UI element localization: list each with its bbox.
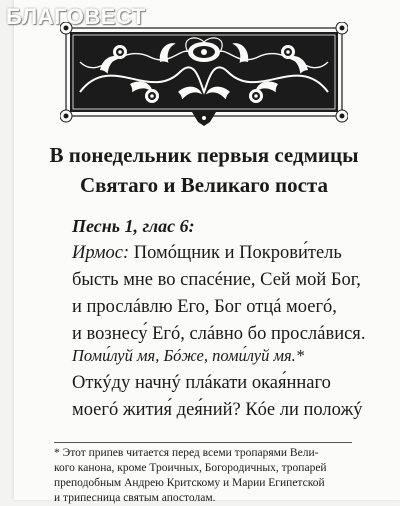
troparion-paragraph: [72, 370, 390, 424]
irmos-paragraph: [72, 240, 390, 348]
hymn-heading: Песнь 1, глас 6:: [72, 216, 195, 236]
irmos-label: Ирмос:: [72, 243, 130, 263]
footnote-line: преподобным Андрею Критскому и Марии Египетской: [54, 477, 325, 489]
title-line: В понедельник первыя седмицы: [49, 143, 359, 167]
footnote-line: * Этот припев читается перед всеми тропарями Вели-: [54, 447, 319, 459]
watermark-logo: БЛАГОВЕСТ: [6, 4, 146, 29]
refrain: Поми́луй мя, Бóже, поми́луй мя.*: [72, 346, 305, 365]
irmos-line: и вознесу́ Егó, слáвно бо прослáвися.: [72, 324, 366, 344]
footnote-divider: [54, 442, 352, 443]
irmos-line: [72, 240, 390, 267]
page-title: [20, 140, 388, 200]
footnote: [54, 446, 354, 506]
title-line: Святаго и Великаго поста: [79, 173, 329, 197]
footnote-line: кого канона, кроме Троичных, Богородичных, тропарей: [54, 462, 327, 474]
footnote-line: и трипесница святым апостолам.: [54, 492, 216, 504]
troparion-line: Откýду начнý плáкати окая́ннаго: [72, 373, 331, 393]
irmos-text: Помóщник и Покрови́тель: [129, 243, 342, 263]
ornament-headpiece: [60, 22, 348, 130]
irmos-line: бысть мне во спасéние, Сей мой Бог,: [72, 270, 361, 290]
irmos-line: и прослáвлю Его, Бог отцá моегó,: [72, 297, 337, 317]
troparion-line: моегó жития́ дея́ний? Кóе ли положý: [72, 400, 363, 420]
